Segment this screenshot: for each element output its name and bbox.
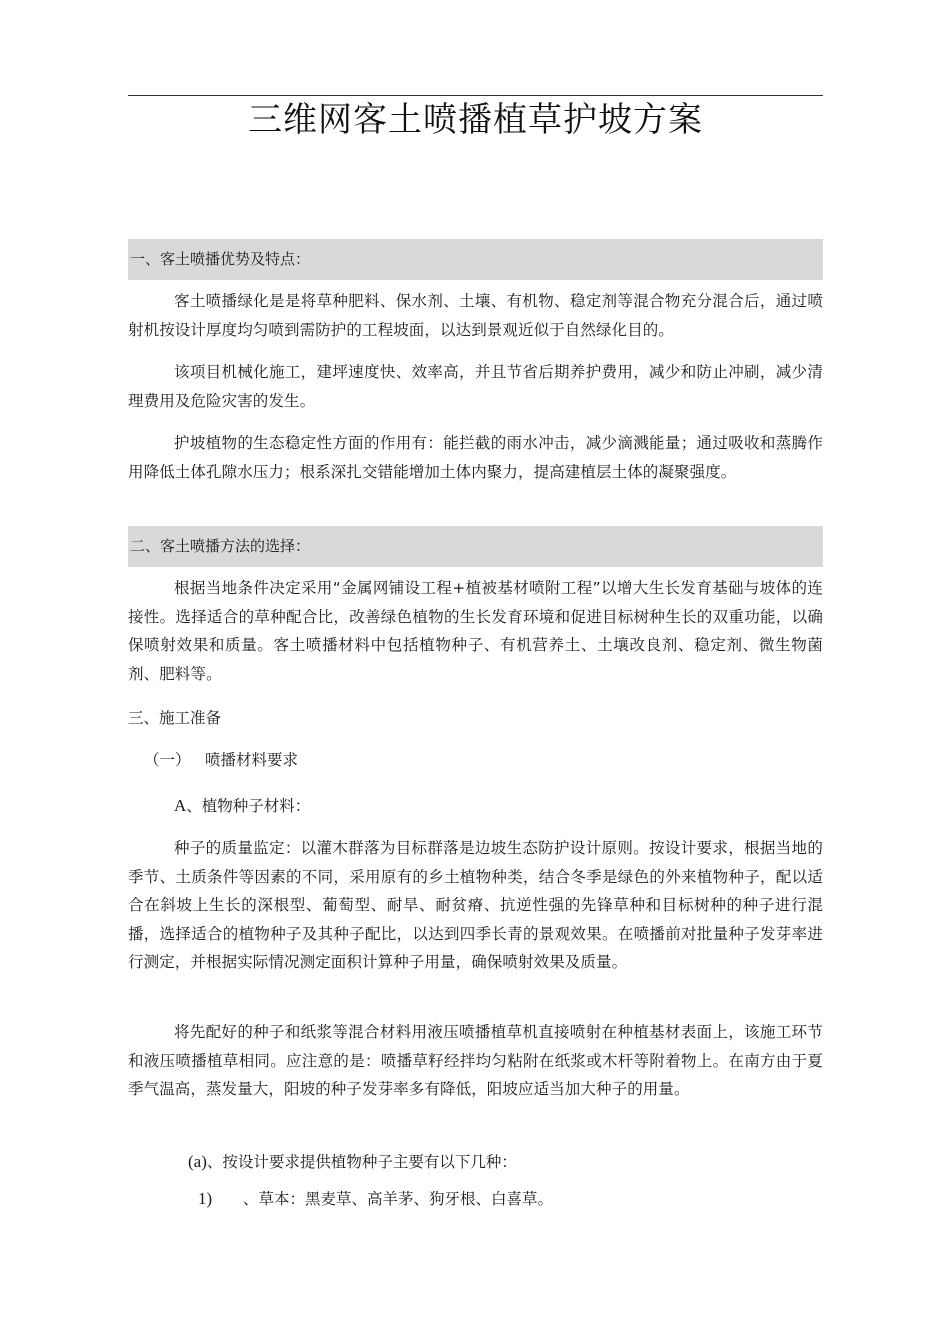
- list-a-marker: (a): [188, 1152, 207, 1171]
- item-a-heading: [174, 794, 310, 818]
- header-rule: [128, 95, 823, 96]
- list-item-1-number: 1): [198, 1189, 213, 1208]
- section-heading-2: 二、客土喷播方法的选择：: [128, 526, 823, 567]
- paragraph-6: 将先配好的种子和纸浆等混合材料用液压喷播植草机直接喷射在种植基材表面上，该施工环节和液压喷播植草相同。应注意的是：喷播草籽经拌均匀粘附在纸浆或木杆等附着物上。在南方由于夏季气温高，蒸发量大，阳坡的种子发芽率多有降低，阳坡应适当加大种子的用量。: [128, 1023, 823, 1098]
- document-title: 三维网客土喷播植草护坡方案: [248, 100, 703, 140]
- paragraph-4: 根据当地条件决定采用“金属网铺设工程+植被基材喷附工程”以增大生长发育基础与坡体的连接性。选择适合的草种配合比，改善绿色植物的生长发育环境和促进目标树种生长的双重功能，以确保喷射效果和质量。客土喷播材料中包括植物种子、有机营养土、土壤改良剂、稳定剂、微生物菌剂、肥料等。: [128, 579, 823, 683]
- paragraph-3: 护坡植物的生态稳定性方面的作用有：能拦截的雨水冲击，减少滴溅能量；通过吸收和蒸腾作用降低土体孔隙水压力；根系深扎交错能增加土体内聚力，提高建植层土体的凝聚强度。: [128, 434, 823, 481]
- section-heading-1: 一、客土喷播优势及特点：: [128, 239, 823, 280]
- paragraph-1: 客土喷播绿化是是将草种肥料、保水剂、土壤、有机物、稳定剂等混合物充分混合后，通过喷射机按设计厚度均匀喷到需防护的工程坡面，以达到景观近似于自然绿化目的。: [128, 292, 823, 339]
- section-heading-3: 三、施工准备: [128, 709, 222, 727]
- item-a-letter: A: [174, 796, 187, 815]
- list-a-heading: [188, 1150, 517, 1174]
- list-item-1-text: 、草本：黑麦草、高羊茅、狗牙根、白喜草。: [243, 1190, 554, 1208]
- subsection-title: 喷播材料要求: [205, 751, 299, 769]
- paragraph-5: 种子的质量监定：以灌木群落为目标群落是边坡生态防护设计原则。按设计要求，根据当地的季节、土质条件等因素的不同，采用原有的乡土植物种类，结合冬季是绿色的外来植物种子，配以适合在斜坡上生长的深根型、葡萄型、耐旱、耐贫瘠、抗逆性强的先锋草种和目标树种的种子进行混播，选择适合的植物种子及其种子配比，以达到四季长青的景观效果。在喷播前对批量种子发芽率进行测定，并根据实际情况测定面积计算种子用量，确保喷射效果及质量。: [128, 839, 823, 971]
- paragraph-2: 该项目机械化施工，建坪速度快、效率高，并且节省后期养护费用，减少和防止冲刷，减少清理费用及危险灾害的发生。: [128, 363, 823, 410]
- subsection-number: （一）: [144, 751, 191, 769]
- list-a-text: 、按设计要求提供植物种子主要有以下几种：: [206, 1153, 517, 1171]
- item-a-text: 、植物种子材料：: [186, 797, 311, 815]
